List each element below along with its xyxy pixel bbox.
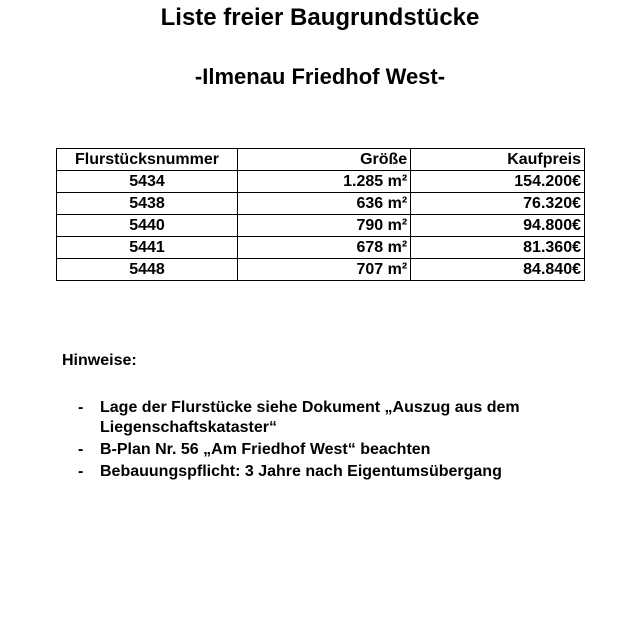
cell-plot-number: 5438 bbox=[57, 193, 238, 215]
notes-list bbox=[78, 398, 618, 484]
cell-price: 76.320€ bbox=[411, 193, 585, 215]
table-row bbox=[57, 193, 585, 215]
cell-size: 790 m² bbox=[238, 215, 411, 237]
cell-price: 81.360€ bbox=[411, 237, 585, 259]
page-subtitle: -Ilmenau Friedhof West- bbox=[194, 64, 446, 89]
notes-heading: Hinweise: bbox=[62, 352, 137, 369]
cell-price: 154.200€ bbox=[411, 171, 585, 193]
table-row bbox=[57, 259, 585, 281]
cell-plot-number: 5434 bbox=[57, 171, 238, 193]
dash-bullet: - bbox=[78, 463, 84, 480]
note-item bbox=[78, 462, 618, 482]
table-row bbox=[57, 215, 585, 237]
header-size: Größe bbox=[238, 149, 411, 171]
dash-bullet: - bbox=[78, 399, 84, 416]
cell-plot-number: 5440 bbox=[57, 215, 238, 237]
page-title: Liste freier Baugrundstücke bbox=[160, 4, 480, 31]
note-text: Bebauungspflicht: 3 Jahre nach Eigentumsübergang bbox=[100, 463, 502, 480]
cell-size: 1.285 m² bbox=[238, 171, 411, 193]
note-text: Lage der Flurstücke siehe Dokument „Auszug aus dem Liegenschaftskataster“ bbox=[100, 399, 520, 436]
plots-table bbox=[56, 148, 585, 281]
cell-size: 707 m² bbox=[238, 259, 411, 281]
cell-size: 678 m² bbox=[238, 237, 411, 259]
note-item bbox=[78, 440, 618, 460]
cell-price: 84.840€ bbox=[411, 259, 585, 281]
cell-plot-number: 5441 bbox=[57, 237, 238, 259]
cell-plot-number: 5448 bbox=[57, 259, 238, 281]
note-text: B-Plan Nr. 56 „Am Friedhof West“ beachten bbox=[100, 441, 431, 458]
table-header-row bbox=[57, 149, 585, 171]
cell-size: 636 m² bbox=[238, 193, 411, 215]
table-row bbox=[57, 171, 585, 193]
dash-bullet: - bbox=[78, 441, 84, 458]
cell-price: 94.800€ bbox=[411, 215, 585, 237]
note-item bbox=[78, 398, 618, 438]
table-row bbox=[57, 237, 585, 259]
header-price: Kaufpreis bbox=[411, 149, 585, 171]
header-plot-number: Flurstücksnummer bbox=[57, 149, 238, 171]
